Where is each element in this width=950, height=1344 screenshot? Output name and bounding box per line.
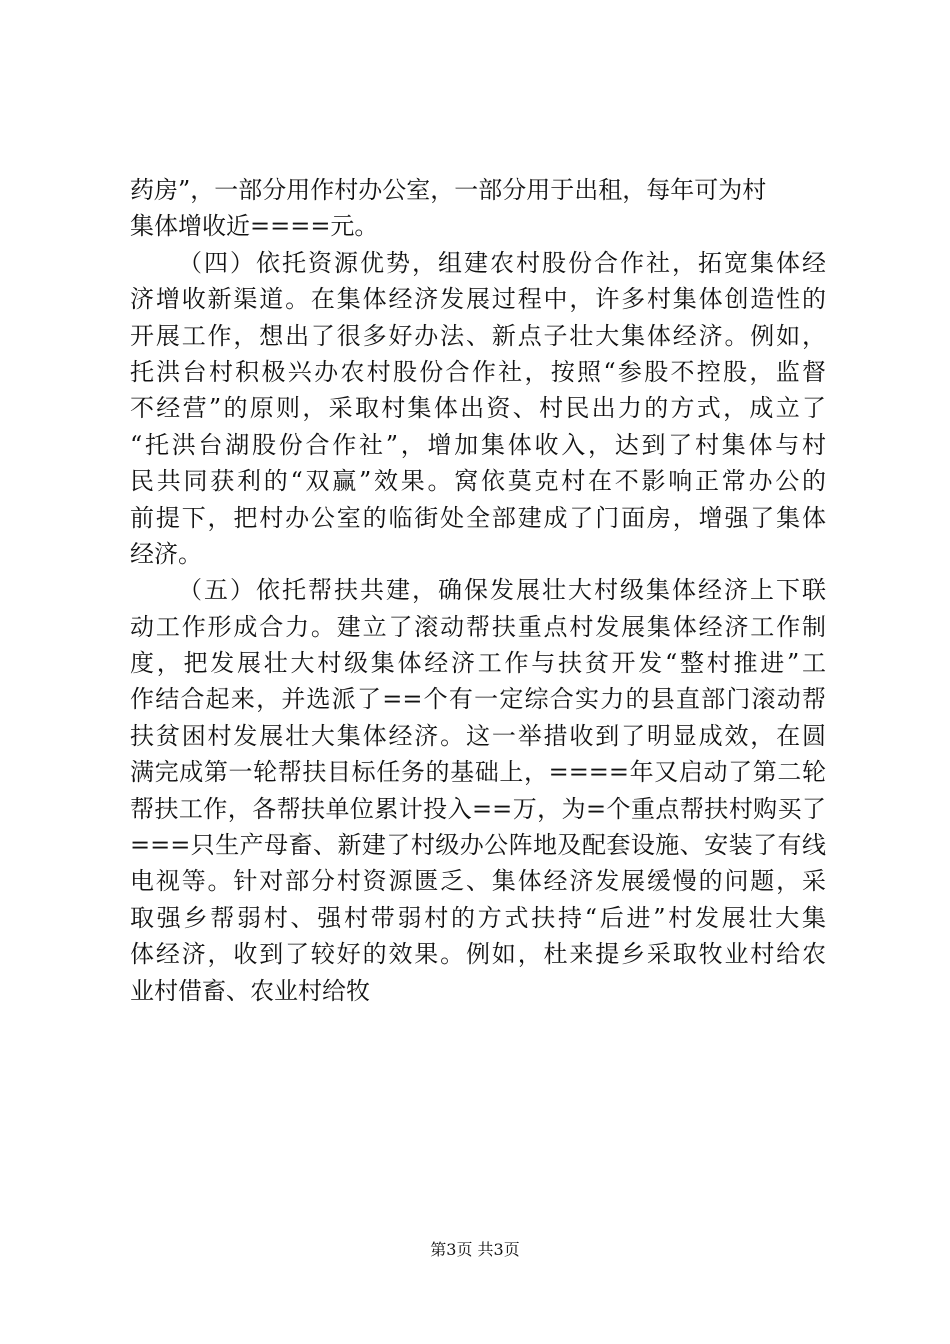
- text-line: 经济。: [130, 539, 202, 568]
- text-line: 取强乡帮弱村、强村带弱村的方式扶持“后进”村发展壮大集: [130, 903, 826, 932]
- text-line: 集体增收近====元。: [130, 212, 379, 241]
- page-number-label: 第3页 共3页: [430, 1240, 520, 1259]
- page-footer: [0, 1240, 950, 1260]
- text-line: 电视等。针对部分村资源匮乏、集体经济发展缓慢的问题，采: [130, 867, 826, 896]
- text-line: 前提下，把村办公室的临街处全部建成了门面房，增强了集体: [130, 503, 826, 532]
- text-line-indented: （四）依托资源优势，组建农村股份合作社，拓宽集体经: [178, 248, 826, 277]
- text-line: 托洪台村积极兴办农村股份合作社，按照“参股不控股，监督: [130, 357, 826, 386]
- text-line: 扶贫困村发展壮大集体经济。这一举措收到了明显成效，在圆: [130, 721, 826, 750]
- text-line: 业村借畜、农业村给牧: [130, 976, 370, 1005]
- text-line: 度，把发展壮大村级集体经济工作与扶贫开发“整村推进”工: [130, 649, 826, 678]
- text-line: 不经营”的原则，采取村集体出资、村民出力的方式，成立了: [130, 394, 826, 423]
- text-line: 体经济，收到了较好的效果。例如，杜来提乡采取牧业村给农: [130, 940, 826, 969]
- text-line-indented: （五）依托帮扶共建，确保发展壮大村级集体经济上下联: [178, 576, 826, 605]
- text-line: 帮扶工作，各帮扶单位累计投入==万，为=个重点帮扶村购买了: [130, 794, 826, 823]
- text-line: 作结合起来，并选派了==个有一定综合实力的县直部门滚动帮: [130, 685, 826, 714]
- text-line: 民共同获利的“双赢”效果。窝依莫克村在不影响正常办公的: [130, 467, 826, 496]
- text-line: 开展工作，想出了很多好办法、新点子壮大集体经济。例如，: [130, 321, 826, 350]
- text-line: 药房”，一部分用作村办公室，一部分用于出租，每年可为村: [130, 176, 767, 204]
- text-line: 满完成第一轮帮扶目标任务的基础上，====年又启动了第二轮: [130, 758, 826, 787]
- text-line: 动工作形成合力。建立了滚动帮扶重点村发展集体经济工作制: [130, 612, 826, 641]
- text-line: ===只生产母畜、新建了村级办公阵地及配套设施、安装了有线: [130, 831, 826, 860]
- text-line: “托洪台湖股份合作社”，增加集体收入，达到了村集体与村: [130, 430, 826, 459]
- document-body: [130, 172, 826, 1009]
- text-line: 济增收新渠道。在集体经济发展过程中，许多村集体创造性的: [130, 285, 826, 314]
